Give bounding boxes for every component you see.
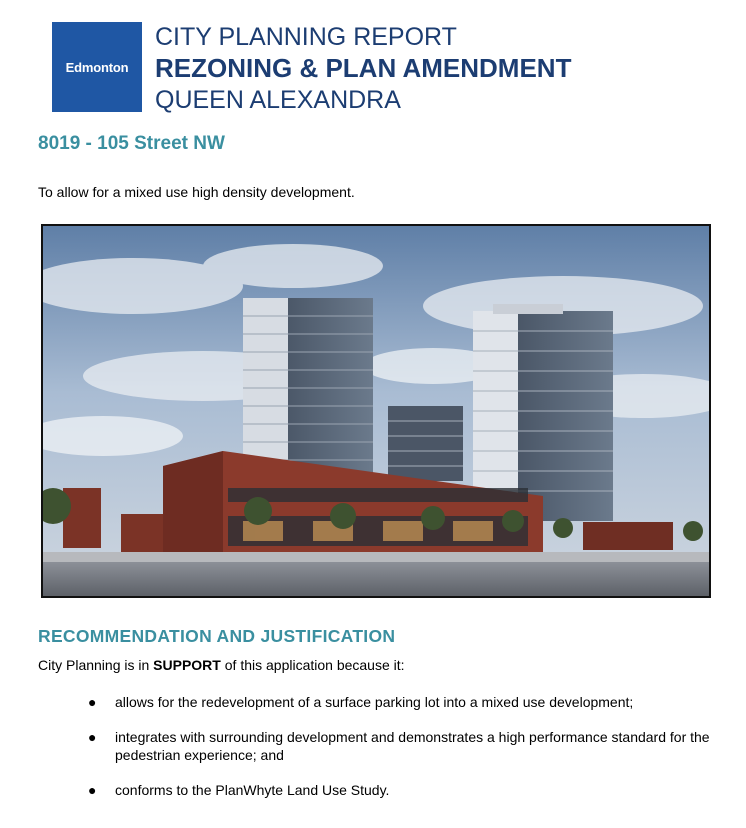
support-statement: [38, 657, 405, 673]
list-item-text: integrates with surrounding development and demonstrates a high performance standard for the pedestrian experience; and: [115, 729, 710, 763]
bullet-icon: ●: [88, 782, 97, 798]
development-rendering: [41, 224, 711, 598]
justification-list: [86, 693, 726, 816]
list-item-text: allows for the redevelopment of a surface parking lot into a mixed use development;: [115, 694, 634, 710]
list-item: [86, 781, 726, 799]
support-suffix: of this application because it:: [220, 657, 405, 673]
bullet-icon: ●: [88, 694, 97, 710]
edmonton-logo: [52, 22, 142, 112]
report-type: CITY PLANNING REPORT: [155, 23, 457, 51]
section-heading: RECOMMENDATION AND JUSTIFICATION: [38, 626, 396, 646]
list-item: [86, 693, 726, 711]
report-title: REZONING & PLAN AMENDMENT: [155, 53, 572, 83]
list-item-text: conforms to the PlanWhyte Land Use Study.: [115, 782, 390, 798]
list-item: [86, 728, 726, 764]
support-prefix: City Planning is in: [38, 657, 154, 673]
purpose-statement: To allow for a mixed use high density development.: [38, 184, 355, 200]
logo-text: Edmonton: [65, 59, 129, 75]
bullet-icon: ●: [88, 729, 97, 745]
support-emphasis: SUPPORT: [153, 657, 221, 673]
site-address: 8019 - 105 Street NW: [38, 133, 225, 154]
rendering-illustration: [43, 226, 709, 596]
neighbourhood-name: QUEEN ALEXANDRA: [155, 86, 401, 114]
